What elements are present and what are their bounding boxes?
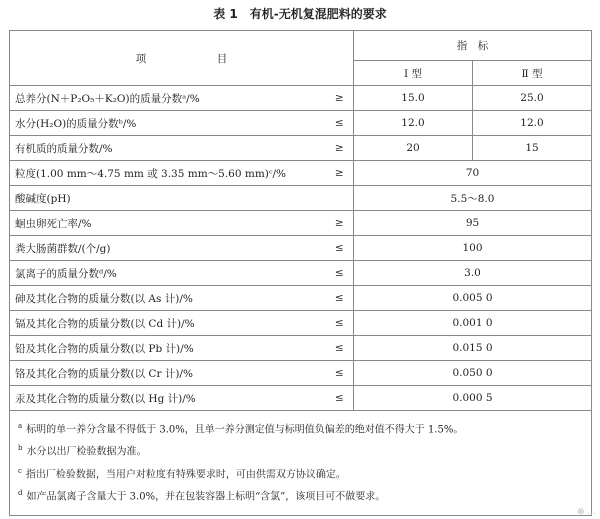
row-name: 砷及其化合物的质量分数(以 As 计)/% xyxy=(10,286,326,311)
row-symbol: ≤ xyxy=(326,286,354,311)
requirements-table xyxy=(9,30,592,516)
table-row xyxy=(10,136,592,161)
row-value: 3.0 xyxy=(354,261,592,286)
row-value: 0.050 0 xyxy=(354,361,592,386)
row-symbol: ≤ xyxy=(326,236,354,261)
row-name: 粒度(1.00 mm～4.75 mm 或 3.35 mm～5.60 mm)ᶜ/% xyxy=(10,161,326,186)
row-symbol: ≤ xyxy=(326,311,354,336)
row-value: 0.015 0 xyxy=(354,336,592,361)
row-name: 氯离子的质量分数ᵈ/% xyxy=(10,261,326,286)
watermark: ⊗ ... xyxy=(577,507,596,517)
row-name: 蛔虫卵死亡率/% xyxy=(10,211,326,236)
row-type2-value: 12.0 xyxy=(473,111,592,136)
row-value: 5.5～8.0 xyxy=(354,186,592,211)
table-row xyxy=(10,236,592,261)
row-name: 酸碱度(pH) xyxy=(10,186,326,211)
footnote-mark: c xyxy=(18,466,22,475)
row-name: 水分(H₂O)的质量分数ᵇ/% xyxy=(10,111,326,136)
item-header: 项 目 xyxy=(10,31,354,86)
row-value: 0.000 5 xyxy=(354,386,592,411)
row-value: 100 xyxy=(354,236,592,261)
row-value: 70 xyxy=(354,161,592,186)
row-type1-value: 15.0 xyxy=(354,86,473,111)
row-name: 粪大肠菌群数/(个/g) xyxy=(10,236,326,261)
row-name: 有机质的质量分数/% xyxy=(10,136,326,161)
row-name: 铅及其化合物的质量分数(以 Pb 计)/% xyxy=(10,336,326,361)
row-symbol: ≥ xyxy=(326,161,354,186)
footnote-text: 指出厂检验数据，当用户对粒度有特殊要求时，可由供需双方协议确定。 xyxy=(25,468,346,480)
row-type2-value: 25.0 xyxy=(473,86,592,111)
footnote-text: 标明的单一养分含量不得低于 3.0%，且单一养分测定值与标明值负偏差的绝对值不得大于 1.5%。 xyxy=(26,424,464,436)
table-row xyxy=(10,336,592,361)
row-value: 0.001 0 xyxy=(354,311,592,336)
row-type2-value: 15 xyxy=(473,136,592,161)
footnote xyxy=(18,484,591,506)
footnote xyxy=(18,439,591,461)
row-name: 总养分(N＋P₂O₅＋K₂O)的质量分数ᵃ/% xyxy=(10,86,326,111)
row-symbol: ≤ xyxy=(326,111,354,136)
row-symbol: ≤ xyxy=(326,386,354,411)
footnote-text: 水分以出厂检验数据为准。 xyxy=(26,446,147,458)
type1-header: Ⅰ 型 xyxy=(354,61,473,86)
row-symbol xyxy=(326,186,354,211)
row-name: 汞及其化合物的质量分数(以 Hg 计)/% xyxy=(10,386,326,411)
footnote-mark: d xyxy=(18,488,23,497)
table-row xyxy=(10,386,592,411)
type2-header: Ⅱ 型 xyxy=(473,61,592,86)
indicator-header: 指 标 xyxy=(354,31,592,61)
footnote xyxy=(18,417,591,439)
row-symbol: ≤ xyxy=(326,361,354,386)
table-row xyxy=(10,86,592,111)
table-row xyxy=(10,261,592,286)
table-title: 表 1 有机-无机复混肥料的要求 xyxy=(213,7,387,21)
row-value: 95 xyxy=(354,211,592,236)
table-row xyxy=(10,361,592,386)
footnote-text: 如产品氯离子含量大于 3.0%，并在包装容器上标明“含氯”，该项目可不做要求。 xyxy=(26,491,386,503)
row-symbol: ≤ xyxy=(326,261,354,286)
row-name: 铬及其化合物的质量分数(以 Cr 计)/% xyxy=(10,361,326,386)
footnote-mark: a xyxy=(18,422,23,430)
row-symbol: ≥ xyxy=(326,211,354,236)
footnote xyxy=(18,462,591,484)
table-row xyxy=(10,286,592,311)
row-type1-value: 12.0 xyxy=(354,111,473,136)
table-row xyxy=(10,161,592,186)
footnote-mark: b xyxy=(18,444,23,453)
row-symbol: ≥ xyxy=(326,136,354,161)
row-name: 镉及其化合物的质量分数(以 Cd 计)/% xyxy=(10,311,326,336)
table-row xyxy=(10,211,592,236)
row-symbol: ≤ xyxy=(326,336,354,361)
footnotes xyxy=(10,411,592,516)
footnotes-row xyxy=(10,411,592,516)
row-value: 0.005 0 xyxy=(354,286,592,311)
table-row xyxy=(10,111,592,136)
row-symbol: ≥ xyxy=(326,86,354,111)
row-type1-value: 20 xyxy=(354,136,473,161)
header-row xyxy=(10,31,592,61)
table-row xyxy=(10,311,592,336)
table-row xyxy=(10,186,592,211)
